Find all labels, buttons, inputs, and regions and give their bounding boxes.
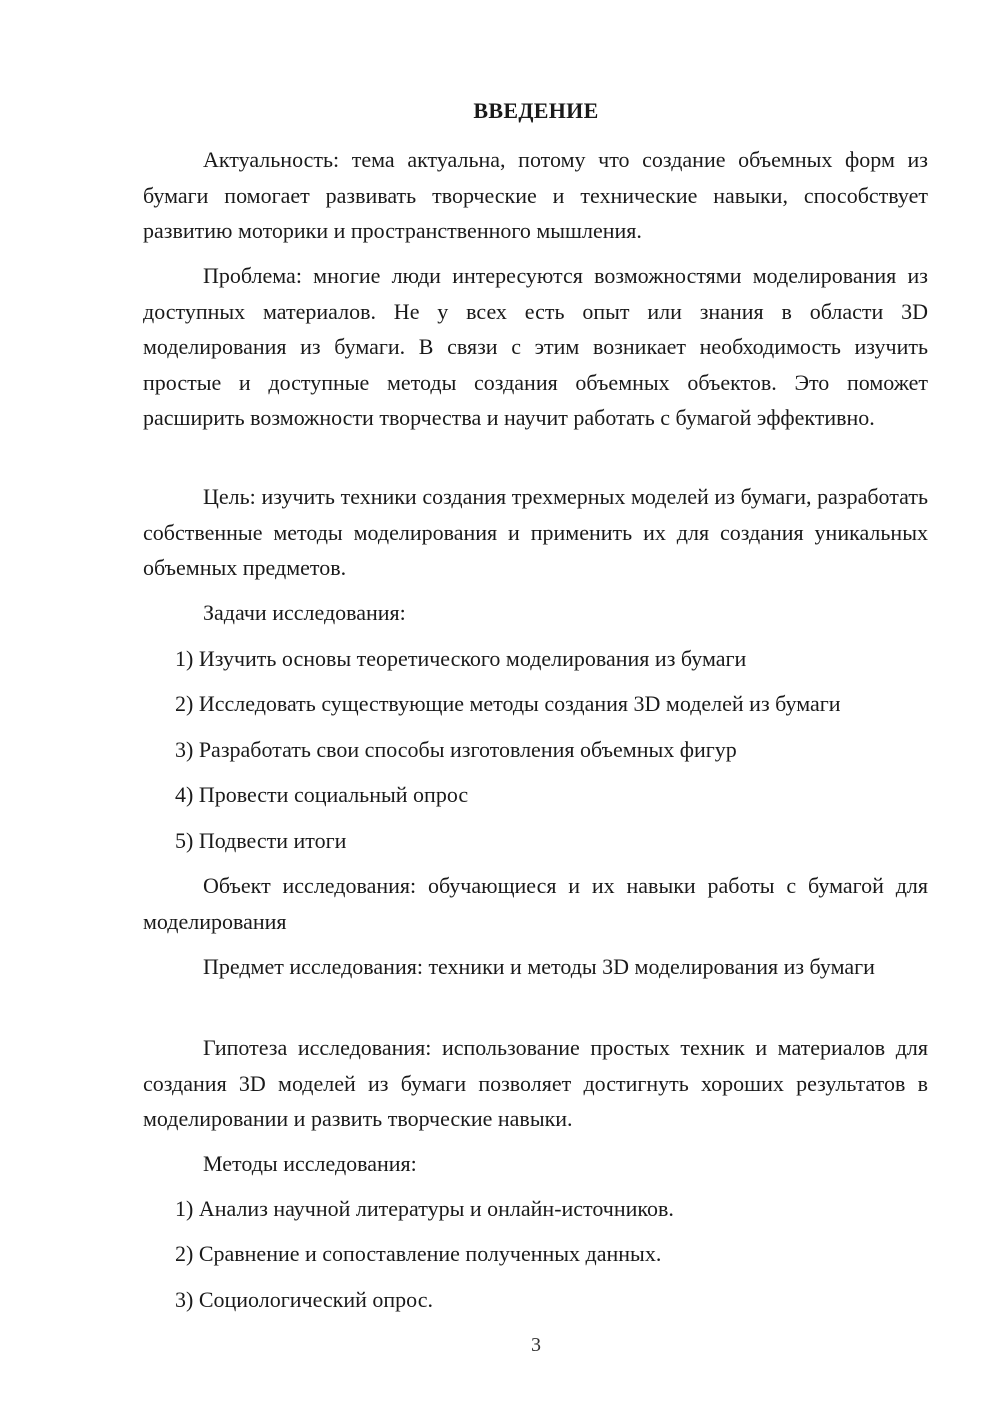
method-item: 3) Социологический опрос. [175,1287,433,1312]
task-item: 3) Разработать свои способы изготовления объемных фигур [175,737,737,762]
task-item: 2) Исследовать существующие методы создания 3D моделей из бумаги [175,691,841,716]
page-title: ВВЕДЕНИЕ [473,98,599,123]
goal-paragraph: Цель: изучить техники создания трехмерных моделей из бумаги, разработать собственные методы моделирования и применить их для создания уникальных объемных предметов. [143,484,928,580]
task-item: 1) Изучить основы теоретического моделирования из бумаги [175,646,747,671]
problem-paragraph: Проблема: многие люди интересуются возможностями моделирования из доступных материалов. Не у всех есть опыт или знания в области 3D моделирования из бумаги. В связи с этим возникает необходимость изучить простые и доступные методы создания объемных объектов. Это поможет расширить возможности творчества и научит работать с бумагой эффективно. [143,263,928,430]
relevance-paragraph: Актуальность: тема актуальна, потому что создание объемных форм из бумаги помогает развивать творческие и технические навыки, способствует развитию моторики и пространственного мышления. [143,147,928,243]
method-item: 2) Сравнение и сопоставление полученных данных. [175,1241,662,1266]
methods-heading: Методы исследования: [203,1151,417,1176]
hypothesis-paragraph: Гипотеза исследования: использование простых техник и материалов для создания 3D моделей из бумаги позволяет достигнуть хороших результатов в моделировании и развить творческие навыки. [143,1035,928,1131]
task-item: 4) Провести социальный опрос [175,782,469,807]
page-number: 3 [531,1334,541,1356]
method-item: 1) Анализ научной литературы и онлайн-источников. [175,1196,674,1221]
task-item: 5) Подвести итоги [175,828,347,853]
subject-paragraph: Предмет исследования: техники и методы 3D моделирования из бумаги [203,954,875,979]
object-paragraph: Объект исследования: обучающиеся и их навыки работы с бумагой для моделирования [143,873,928,934]
tasks-heading: Задачи исследования: [203,600,406,625]
